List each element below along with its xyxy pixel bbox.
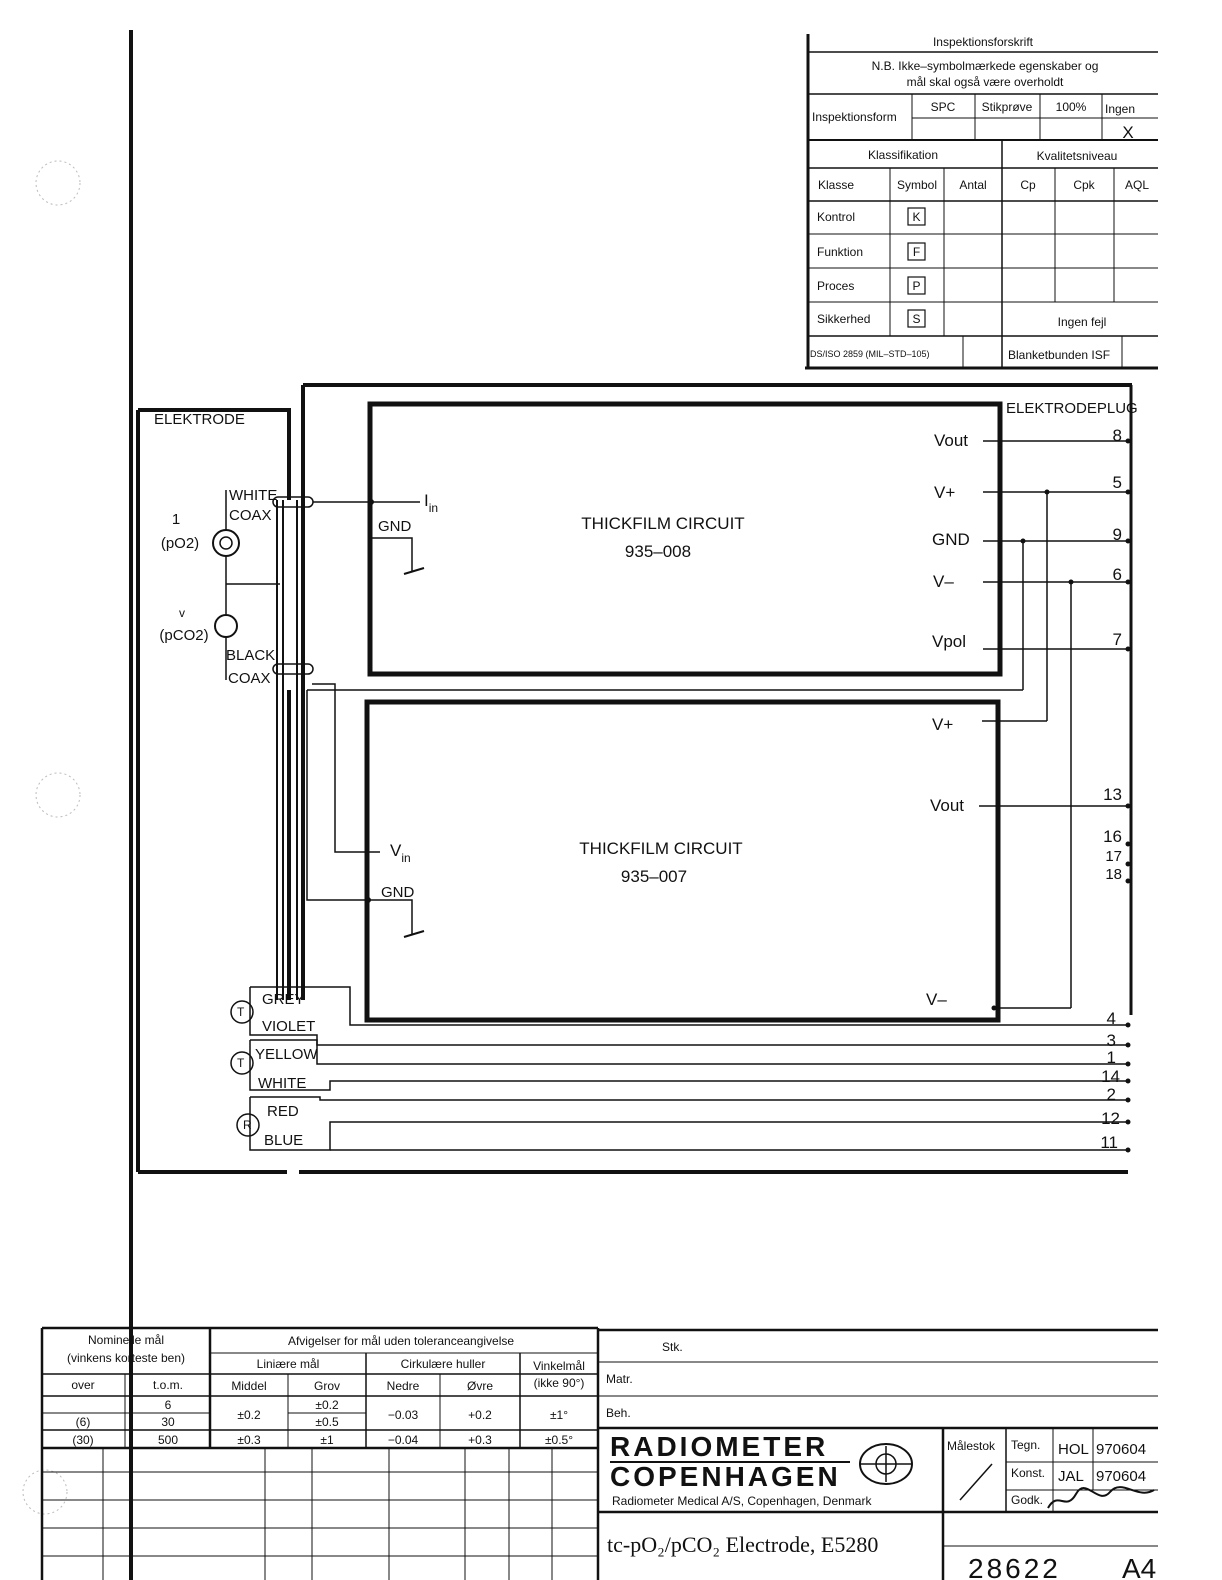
col-upto: t.o.m.: [152, 1378, 184, 1392]
vin-label: $V_{in}$: [390, 841, 411, 865]
binder-hole-middle: [36, 773, 80, 817]
col-count: Antal: [959, 178, 987, 192]
wire-grey-label: GREY: [262, 991, 305, 1008]
c2-pin-vplus: V+: [932, 715, 954, 734]
inspection-none-mark: X: [1122, 123, 1134, 142]
pco2-sensor-symbol: [215, 615, 237, 637]
drawn-by: HOL: [1058, 1441, 1089, 1458]
col-aql: AQL: [1124, 178, 1150, 192]
design-by: JAL: [1058, 1468, 1084, 1485]
svg-text:2: 2: [1106, 1085, 1116, 1104]
c1-pin-vout: Vout: [934, 431, 969, 450]
svg-text:Funktion: Funktion: [817, 245, 864, 259]
svg-text:±1°: ±1°: [549, 1408, 569, 1422]
svg-text:8: 8: [1112, 426, 1122, 445]
inspection-sample: Stikprøve: [981, 100, 1033, 114]
svg-text:500: 500: [157, 1433, 179, 1447]
symbol-p-icon: P: [912, 279, 921, 293]
brand-line-1: RADIOMETER: [610, 1431, 829, 1462]
thickfilm-box-935-007: [367, 702, 998, 1020]
svg-text:−0.03: −0.03: [387, 1408, 419, 1422]
col-over: over: [71, 1378, 95, 1392]
matr-label: Matr.: [606, 1372, 633, 1386]
binder-holes: [23, 161, 80, 1514]
col-lower: Nedre: [386, 1379, 420, 1393]
heater-r-icon: R: [243, 1118, 252, 1132]
tolerance-row-2: [76, 1415, 339, 1429]
svg-text:Kontrol: Kontrol: [817, 210, 856, 224]
svg-text:6: 6: [1112, 565, 1122, 584]
inspection-note-line1: N.B. Ikke–symbolmærkede egenskaber og: [871, 59, 1099, 73]
wire-violet-label: VIOLET: [262, 1018, 316, 1035]
thermistor-t-icon-1: T: [237, 1005, 245, 1019]
svg-text:±0.2: ±0.2: [237, 1408, 261, 1422]
scale-label: Målestok: [947, 1439, 996, 1453]
design-label: Konst.: [1011, 1466, 1046, 1480]
col-cp: Cp: [1020, 178, 1036, 192]
svg-text:Proces: Proces: [817, 279, 855, 293]
c2-pin-vminus: V–: [926, 990, 947, 1009]
electrode-label: ELEKTRODE: [154, 411, 245, 428]
svg-text:30: 30: [161, 1415, 175, 1429]
svg-text:+0.2: +0.2: [468, 1408, 492, 1422]
wire-blue-label: BLUE: [264, 1132, 304, 1149]
col-medium: Middel: [231, 1379, 267, 1393]
symbol-f-icon: F: [912, 245, 921, 259]
iin-label: $I_{in}$: [424, 491, 439, 515]
class-row-kontrol: [817, 208, 925, 225]
c1-pin-vpol: Vpol: [932, 632, 967, 651]
inspection-form-label: Inspektionsform: [812, 110, 897, 124]
circuit1-title: THICKFILM CIRCUIT: [581, 514, 745, 533]
inspection-note-line2: mål skal også være overholdt: [906, 75, 1064, 89]
c1-pin-vminus: V–: [933, 572, 954, 591]
svg-text:(6): (6): [75, 1415, 91, 1429]
inspection-full: 100%: [1055, 100, 1087, 114]
thickfilm-box-935-008: [370, 404, 1000, 674]
circuit1-code: 935–008: [624, 542, 692, 561]
svg-text:16: 16: [1103, 827, 1122, 846]
col-cpk: Cpk: [1073, 178, 1095, 192]
po2-sensor-symbol: [213, 530, 239, 556]
sensor1-number: 1: [171, 511, 181, 528]
beh-label: Beh.: [606, 1406, 631, 1420]
white-coax-label-bottom: COAX: [229, 507, 272, 524]
sensor1-name: (pO2): [160, 535, 200, 552]
svg-text:±0.3: ±0.3: [237, 1433, 261, 1447]
circuit2-title: THICKFILM CIRCUIT: [579, 839, 743, 858]
c2-pin-vout: Vout: [930, 796, 965, 815]
symbol-k-icon: K: [912, 210, 921, 224]
tolerance-table: [42, 1328, 598, 1580]
svg-text:5: 5: [1112, 473, 1122, 492]
product-title: tc-pO₂/pCO₂ Electrode, E5280: [607, 1532, 879, 1557]
svg-text:±0.2: ±0.2: [315, 1398, 339, 1412]
wire-red-label: RED: [267, 1103, 299, 1120]
form-bound-label: Blanketbunden ISF: [1008, 348, 1111, 362]
inspection-title: Inspektionsforskrift: [932, 35, 1034, 49]
design-date: 970604: [1096, 1468, 1147, 1485]
binder-hole-top: [36, 161, 80, 205]
col-class: Klasse: [818, 178, 855, 192]
angle-header-1: Vinkelmål: [533, 1359, 585, 1373]
inspection-none: Ingen: [1104, 102, 1136, 116]
svg-text:7: 7: [1112, 630, 1122, 649]
circuit2-code: 935–007: [620, 867, 688, 886]
class-row-funktion: [817, 243, 925, 260]
svg-text:11: 11: [1100, 1133, 1118, 1152]
quality-level-header: Kvalitetsniveau: [1036, 149, 1118, 163]
angle-header-2: (ikke 90°): [533, 1376, 585, 1390]
deviation-title: Afvigelser for mål uden toleranceangivelse: [287, 1334, 515, 1348]
stk-label: Stk.: [662, 1340, 683, 1354]
nominal-title-2: (vinkens korteste ben): [66, 1351, 186, 1365]
col-symbol: Symbol: [896, 178, 938, 192]
svg-text:18: 18: [1105, 866, 1122, 883]
svg-text:(30): (30): [72, 1433, 94, 1447]
approved-label: Godk.: [1011, 1493, 1044, 1507]
black-coax-label-bottom: COAX: [228, 670, 271, 687]
standard-label: DS/ISO 2859 (MIL–STD–105): [810, 349, 930, 359]
drawing-format: A4: [1122, 1553, 1157, 1580]
thermistor-t-icon-2: T: [237, 1056, 245, 1070]
svg-text:Sikkerhed: Sikkerhed: [817, 312, 871, 326]
drawn-date: 970604: [1096, 1441, 1147, 1458]
gnd-label-1: GND: [378, 518, 412, 535]
svg-text:4: 4: [1106, 1009, 1116, 1028]
no-errors-label: Ingen fejl: [1057, 315, 1107, 329]
svg-text:+0.3: +0.3: [468, 1433, 492, 1447]
svg-text:17: 17: [1105, 848, 1122, 865]
binder-hole-bottom: [23, 1470, 67, 1514]
svg-text:−0.04: −0.04: [387, 1433, 419, 1447]
svg-text:12: 12: [1101, 1109, 1120, 1128]
svg-text:±0.5: ±0.5: [315, 1415, 339, 1429]
gnd-label-2: GND: [381, 884, 415, 901]
svg-text:±0.5°: ±0.5°: [544, 1433, 574, 1447]
nominal-title-1: Nominelle mål: [87, 1333, 165, 1347]
plug-pin-numbers: [1100, 426, 1122, 1152]
electrode-plug-label: ELEKTRODEPLUG: [1006, 400, 1138, 417]
drawing-number: 28622: [968, 1553, 1061, 1580]
classification-header: Klassifikation: [867, 148, 939, 162]
svg-text:1: 1: [1106, 1048, 1116, 1067]
white-coax-label-top: WHITE: [229, 487, 278, 504]
symbol-s-icon: S: [912, 312, 921, 326]
sensor2-number: v: [179, 606, 185, 620]
drawn-label: Tegn.: [1011, 1438, 1041, 1452]
c1-pin-vplus: V+: [934, 483, 956, 502]
tolerance-row-3: [72, 1433, 573, 1447]
wire-white-label: WHITE: [258, 1075, 307, 1092]
wire-yellow-label: YELLOW: [255, 1046, 318, 1063]
col-upper: Øvre: [466, 1379, 494, 1393]
class-row-proces: [817, 277, 925, 294]
brand-line-2: COPENHAGEN: [610, 1461, 841, 1492]
svg-text:13: 13: [1103, 785, 1122, 804]
radiometer-logo: [610, 1431, 912, 1492]
svg-text:9: 9: [1112, 525, 1122, 544]
svg-text:±1: ±1: [320, 1433, 334, 1447]
company-name: Radiometer Medical A/S, Copenhagen, Denmark: [612, 1494, 872, 1508]
inspection-spc: SPC: [930, 100, 956, 114]
svg-text:14: 14: [1101, 1067, 1120, 1086]
svg-text:3: 3: [1106, 1031, 1116, 1050]
class-row-sikkerhed: [817, 310, 925, 327]
svg-text:6: 6: [164, 1398, 172, 1412]
linear-header: Liniære mål: [256, 1357, 320, 1371]
col-coarse: Grov: [313, 1379, 341, 1393]
circular-header: Cirkulære huller: [400, 1357, 486, 1371]
sensor2-name: (pCO2): [159, 627, 209, 644]
c1-pin-gnd: GND: [932, 530, 970, 549]
black-coax-label-top: BLACK: [226, 647, 276, 664]
